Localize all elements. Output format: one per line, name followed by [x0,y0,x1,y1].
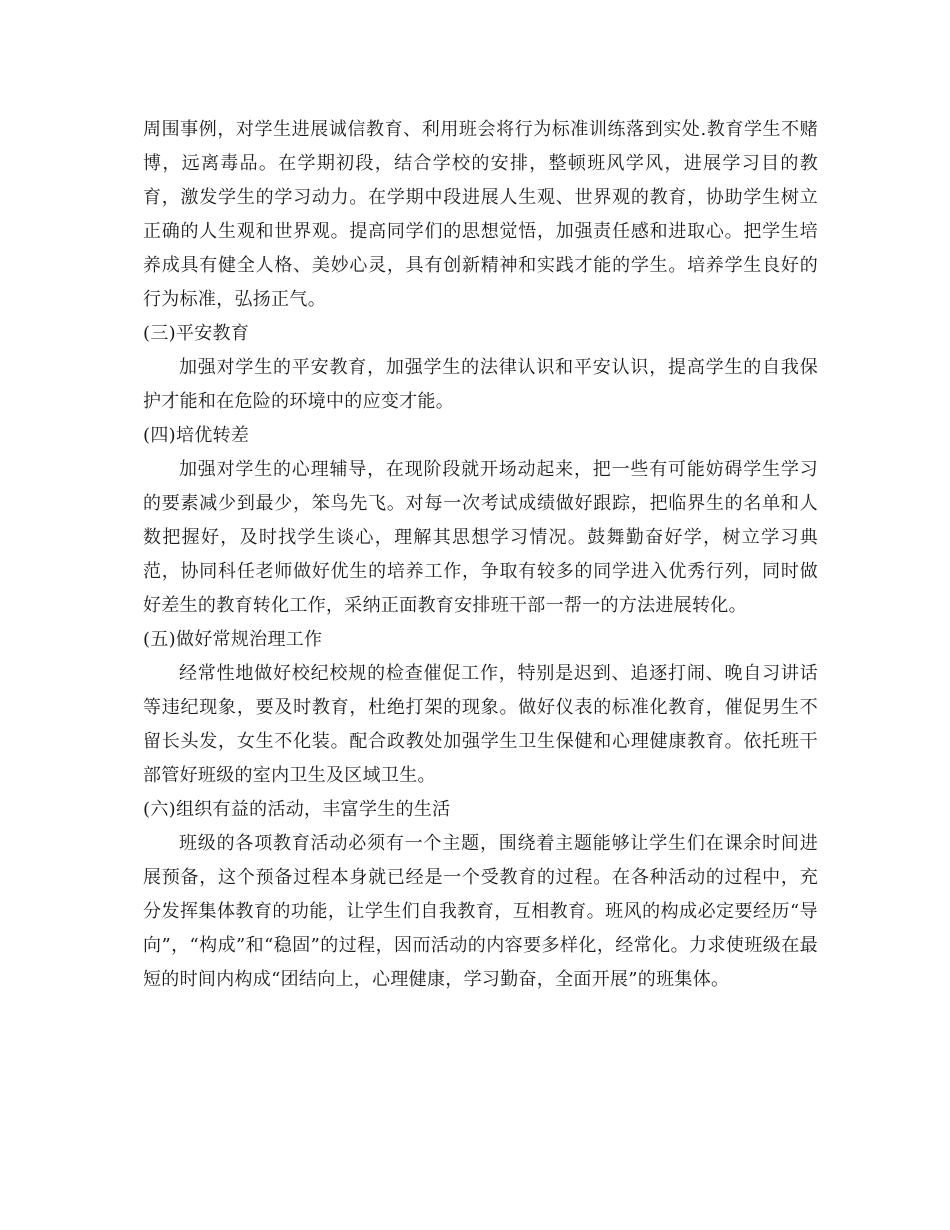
paragraph-activities: 班级的各项教育活动必须有一个主题，围绕着主题能够让学生们在课余时间进展预备，这个预备过程本身就已经是一个受教育的过程。在各种活动的过程中，充分发挥集体教育的功能，让学生们自我教育，互相教育。班风的构成必定要经历“导向”，“构成”和“稳固”的过程，因而活动的内容要多样化，经常化。力求使班级在最短的时间内构成“团结向上，心理健康，学习勤奋，全面开展”的班集体。 [143,833,818,990]
section-heading-activities: (六)组织有益的活动，丰富学生的生活 [143,799,451,820]
paragraph-safety: 加强对学生的平安教育，加强学生的法律认识和平安认识，提高学生的自我保护才能和在危险的环境中的应变才能。 [143,357,818,412]
section-heading-improve: (四)培优转差 [143,425,250,446]
paragraph-continued: 周围事例，对学生进展诚信教育、利用班会将行为标准训练落到实处.教育学生不赌博，远离毒品。在学期初段，结合学校的安排，整顿班风学风，进展学习目的教育，激发学生的学习动力。在学期中段进展人生观、世界观的教育，协助学生树立正确的人生观和世界观。提高同学们的思想觉悟，加强责任感和进取心。把学生培养成具有健全人格、美妙心灵，具有创新精神和实践才能的学生。培养学生良好的行为标准，弘扬正气。 [143,119,818,310]
section-heading-routine: (五)做好常规治理工作 [143,629,323,650]
paragraph-improve: 加强对学生的心理辅导，在现阶段就开场动起来，把一些有可能妨碍学生学习的要素减少到最少，笨鸟先飞。对每一次考试成绩做好跟踪，把临界生的名单和人数把握好，及时找学生谈心，理解其思想学习情况。鼓舞勤奋好学，树立学习典范，协同科任老师做好优生的培养工作，争取有较多的同学进入优秀行列，同时做好差生的教育转化工作，采纳正面教育安排班干部一帮一的方法进展转化。 [143,459,818,616]
document-body [143,113,818,997]
paragraph-routine: 经常性地做好校纪校规的检查催促工作，特别是迟到、追逐打闹、晚自习讲话等违纪现象，要及时教育，杜绝打架的现象。做好仪表的标准化教育，催促男生不留长头发，女生不化装。配合政教处加强学生卫生保健和心理健康教育。依托班干部管好班级的室内卫生及区域卫生。 [143,663,818,786]
section-heading-safety: (三)平安教育 [143,323,250,344]
